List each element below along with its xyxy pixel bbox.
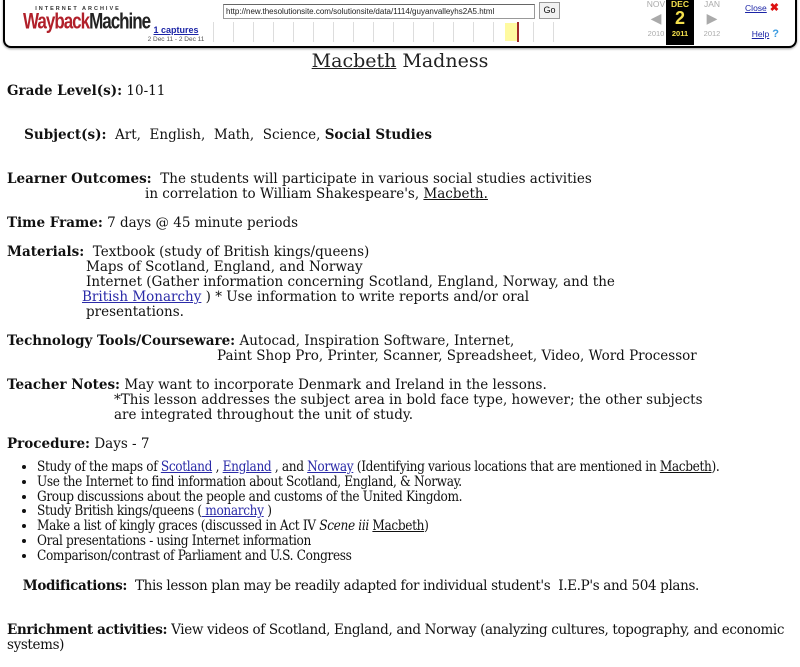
teacher-notes-label: Teacher Notes: (7, 377, 121, 393)
item-text: Study British kings/queens ( (37, 503, 202, 520)
sparkline-tick (273, 22, 274, 42)
list-item: • Comparison/contrast of Parliament and U.S. Congress (37, 549, 797, 564)
logo-wayback: Wayback (23, 9, 90, 34)
subjects (7, 113, 797, 158)
sparkline-tick (473, 22, 474, 42)
captures-range: 2 Dec 11 - 2 Dec 11 (147, 36, 205, 43)
next-arrow-icon[interactable]: ▶ (706, 10, 718, 26)
materials-line5: presentations. (86, 304, 184, 320)
timeframe-label: Time Frame: (7, 215, 103, 231)
sparkline-capture-mark (517, 22, 519, 42)
enrichment-activities (7, 623, 797, 653)
materials-line3: Internet (Gather information concerning Scotland, England, Norway, and the (86, 274, 615, 290)
sparkline-tick (353, 22, 354, 42)
sparkline-tick (453, 22, 454, 42)
monarchy-link[interactable]: monarchy (201, 503, 264, 520)
current-month: DEC (671, 0, 689, 9)
title-madness: Madness (396, 50, 489, 72)
sparkline-tick (393, 22, 394, 42)
materials-line2: Maps of Scotland, England, and Norway (86, 259, 363, 275)
item-text: ). (711, 459, 720, 475)
teacher-notes-line3: are integrated throughout the unit of study. (114, 407, 414, 423)
teacher-notes-line2: *This lesson addresses the subject area in bold face type, however; the other subjects (114, 392, 703, 408)
help-button[interactable] (752, 28, 779, 40)
procedure-list (7, 460, 797, 564)
lesson-content (7, 84, 797, 667)
item-text: , (212, 459, 223, 475)
subjects-bold-value: Social Studies (324, 127, 432, 143)
item-text: Make a list of kingly graces (discussed in Act IV (37, 518, 320, 535)
logo-machine: Machine (89, 9, 151, 34)
wayback-toolbar (3, 0, 797, 48)
procedure-label: Procedure: (7, 436, 91, 452)
materials (7, 245, 797, 320)
sparkline-tick (213, 22, 214, 42)
item-macbeth: Macbeth (372, 518, 425, 535)
sparkline-tick (493, 22, 494, 42)
sparkline-tick (253, 22, 254, 42)
technology-tools (7, 334, 797, 364)
list-item: • Use the Internet to find information about Scotland, England, & Norway. (37, 475, 797, 490)
wayback-logo[interactable] (23, 6, 151, 34)
captures-info (141, 25, 211, 43)
item-text: ) (424, 518, 429, 535)
list-item: • Oral presentations - using Internet information (37, 534, 797, 549)
outcomes-label: Learner Outcomes: (7, 171, 152, 187)
teacher-notes-line1: May want to incorporate Denmark and Ireland in the lessons. (120, 377, 547, 393)
next-month[interactable]: JAN (703, 0, 721, 9)
enrichment-label: Enrichment activities: (7, 621, 168, 638)
list-item: • Group discussions about the people and customs of the United Kingdom. (37, 490, 797, 505)
item-text: ) (263, 503, 272, 520)
sparkline-tick (373, 22, 374, 42)
captures-link[interactable]: 1 captures (153, 25, 199, 35)
item-scene: Scene iii (319, 518, 369, 535)
page-title (0, 50, 800, 72)
sparkline-tick (413, 22, 414, 42)
calendar-current (666, 0, 694, 45)
prev-arrow-icon[interactable]: ◀ (650, 10, 662, 26)
item-text: , and (271, 459, 308, 475)
outcomes-line1: The students will participate in various social studies activities (151, 171, 592, 187)
item-text: Study of the maps of (37, 459, 161, 475)
enrichment-value: View videos of Scotland, England, and Norway (analyzing cultures, topography, and economic systems) (7, 621, 785, 653)
materials-line1: Textbook (study of British kings/queens) (84, 244, 370, 260)
close-icon[interactable]: ✖ (769, 2, 779, 14)
logo-internet-archive-text: INTERNET ARCHIVE (35, 6, 121, 12)
procedure (7, 437, 797, 452)
current-year: 2011 (671, 29, 689, 38)
learner-outcomes (7, 172, 797, 202)
sparkline-tick (313, 22, 314, 42)
tech-label: Technology Tools/Courseware: (7, 333, 236, 349)
norway-link[interactable]: Norway (307, 459, 354, 475)
next-year[interactable]: 2012 (703, 29, 721, 38)
sparkline-tick (233, 22, 234, 42)
help-label[interactable]: Help (751, 29, 770, 39)
go-button[interactable]: Go (539, 2, 560, 19)
calendar-next (699, 0, 725, 38)
timeframe-value: 7 days @ 45 minute periods (102, 215, 299, 231)
scotland-link[interactable]: Scotland (160, 459, 213, 475)
tech-line1: Autocad, Inspiration Software, Internet, (235, 333, 515, 349)
england-link[interactable]: England (222, 459, 272, 475)
sparkline-current-year (505, 23, 517, 41)
time-frame (7, 216, 797, 231)
modifications-value: This lesson plan may be readily adapted for individual student's I.E.P's and 504 plans. (127, 577, 699, 594)
subjects-label: Subject(s): (24, 127, 107, 143)
procedure-value: Days - 7 (90, 436, 150, 452)
grade-label: Grade Level(s): (7, 83, 123, 99)
close-label[interactable]: Close (745, 3, 767, 13)
capture-sparkline[interactable] (213, 22, 563, 42)
list-item (37, 460, 797, 475)
item-text: (Identifying various locations that are mentioned in (353, 459, 660, 475)
sparkline-tick (553, 22, 554, 42)
prev-month[interactable]: NOV (646, 0, 666, 9)
outcomes-macbeth: Macbeth. (423, 186, 488, 202)
prev-year[interactable]: 2010 (647, 29, 665, 38)
materials-line4: ) * Use information to write reports and/or oral (201, 289, 530, 305)
modifications-label: Modifications: (22, 577, 128, 594)
materials-label: Materials: (7, 244, 85, 260)
grade-value: 10-11 (122, 83, 166, 99)
british-monarchy-link[interactable]: British Monarchy (82, 289, 202, 305)
teacher-notes (7, 378, 797, 423)
item-macbeth: Macbeth (659, 459, 712, 475)
sparkline-tick (533, 22, 534, 42)
outcomes-line2: in correlation to William Shakespeare's, (145, 186, 424, 202)
subjects-value: Art, English, Math, Science, (106, 127, 325, 143)
list-item (37, 504, 797, 519)
sparkline-tick (293, 22, 294, 42)
grade-level (7, 84, 797, 99)
sparkline-tick (433, 22, 434, 42)
title-macbeth: Macbeth (311, 50, 397, 72)
close-button[interactable] (745, 1, 779, 14)
capture-calendar (643, 0, 723, 44)
url-input[interactable]: http://new.thesolutionsite.com/solutionsite/data/1114/guyanvalleyhs2A5.html (223, 4, 535, 19)
tech-line2: Paint Shop Pro, Printer, Scanner, Spreadsheet, Video, Word Processor (217, 348, 697, 364)
sparkline-tick (333, 22, 334, 42)
modifications (7, 564, 797, 609)
current-day: 2 (674, 8, 685, 28)
list-item (37, 519, 797, 534)
help-icon[interactable]: ? (772, 28, 779, 40)
